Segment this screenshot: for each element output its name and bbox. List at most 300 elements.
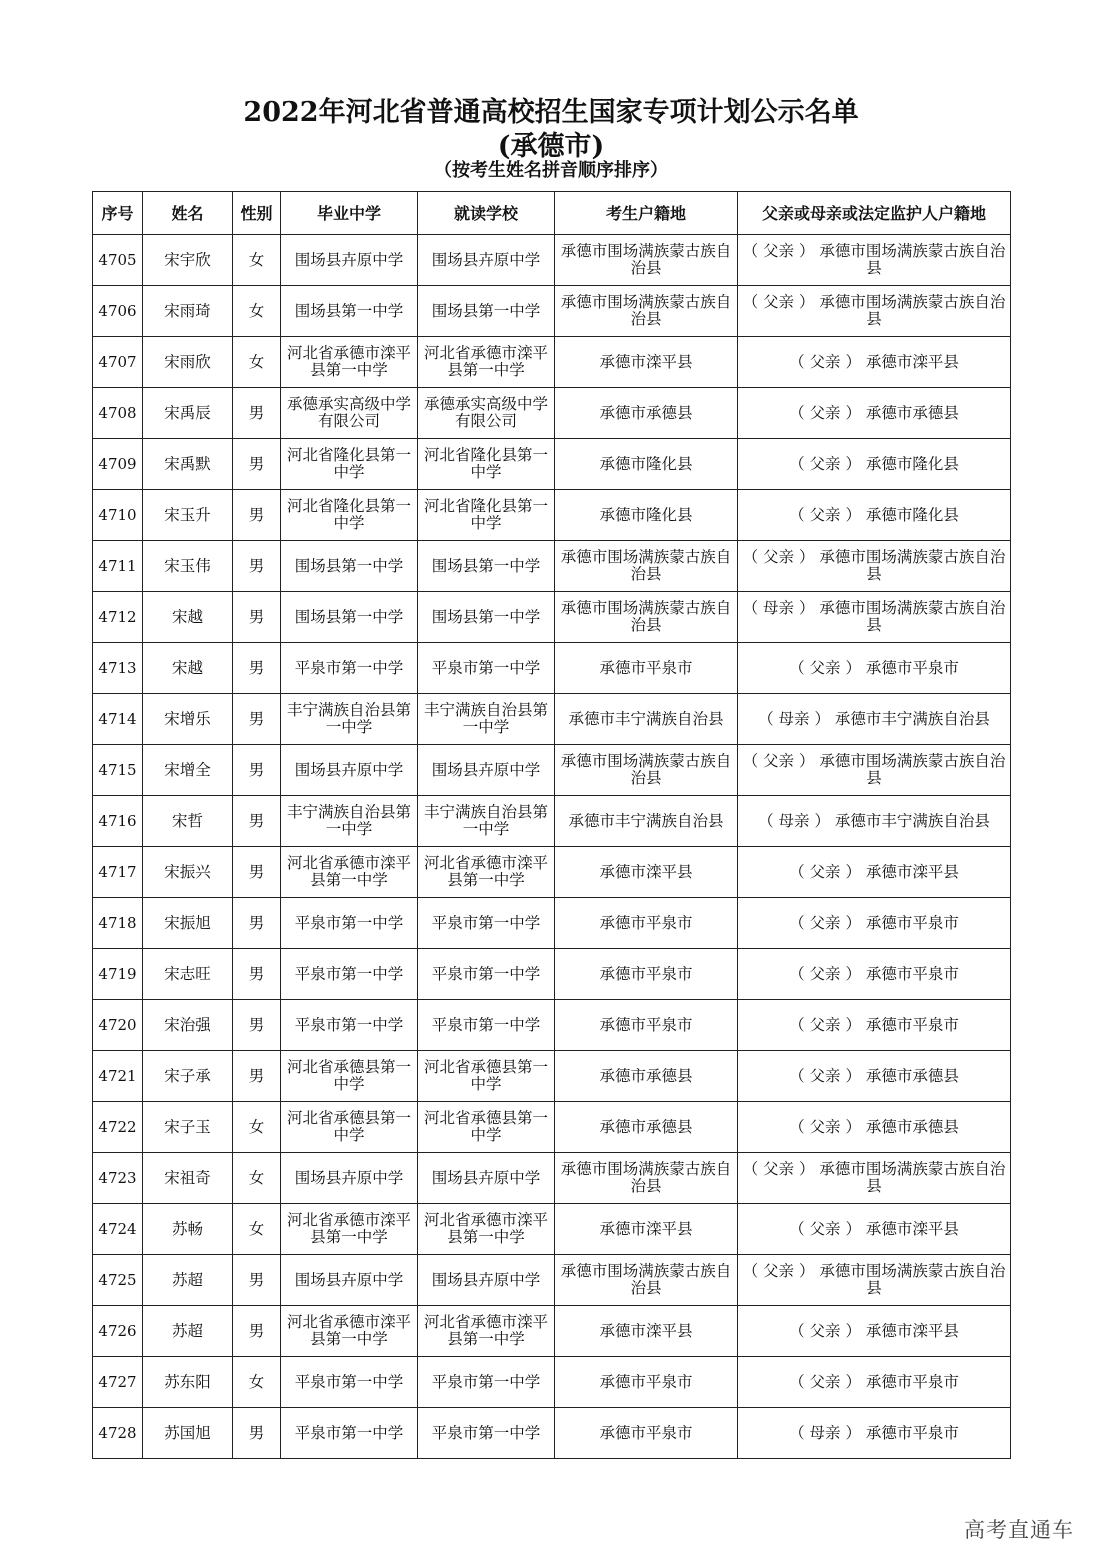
cell-gender-text: 女: [248, 1372, 265, 1391]
cell-gender-text: 男: [248, 454, 265, 473]
cell-id: [93, 1102, 143, 1153]
table-row: [93, 1102, 1011, 1153]
cell-name-text: 宋振旭: [164, 913, 211, 932]
cell-gender: [233, 439, 281, 490]
cell-gender: [233, 235, 281, 286]
cell-id-text: 4724: [98, 1219, 137, 1238]
cell-household: [555, 1051, 738, 1102]
cell-gender: [233, 286, 281, 337]
cell-current-school: [418, 1306, 555, 1357]
cell-graduated-school-text: 丰宁满族自治县第一中学: [286, 701, 411, 736]
cell-name: [143, 1408, 233, 1459]
cell-gender: [233, 541, 281, 592]
cell-graduated-school: [281, 1357, 418, 1408]
cell-guardian-household: [738, 694, 1011, 745]
cell-current-school-text: 河北省承德市滦平县第一中学: [423, 344, 548, 379]
cell-name-text: 苏国旭: [164, 1423, 211, 1442]
cell-graduated-school-text: 围场县第一中学: [294, 607, 404, 626]
cell-current-school: [418, 847, 555, 898]
cell-gender-text: 男: [248, 760, 265, 779]
cell-id: [93, 286, 143, 337]
cell-current-school: [418, 388, 555, 439]
cell-id-text: 4720: [98, 1015, 137, 1034]
cell-graduated-school: [281, 337, 418, 388]
cell-graduated-school: [281, 949, 418, 1000]
cell-household-text: 承德市滦平县: [599, 1219, 693, 1238]
cell-id: [93, 1306, 143, 1357]
cell-id: [93, 1204, 143, 1255]
cell-current-school: [418, 1204, 555, 1255]
cell-household: [555, 847, 738, 898]
cell-guardian-household: [738, 1153, 1011, 1204]
cell-gender: [233, 1000, 281, 1051]
cell-household: [555, 1255, 738, 1306]
cell-gender: [233, 643, 281, 694]
cell-id-text: 4713: [98, 658, 137, 677]
cell-household: [555, 1000, 738, 1051]
cell-graduated-school-text: 河北省承德市滦平县第一中学: [286, 344, 411, 379]
cell-household: [555, 1306, 738, 1357]
cell-graduated-school: [281, 1153, 418, 1204]
cell-name-text: 宋子玉: [164, 1117, 211, 1136]
cell-current-school-text: 围场县卉原中学: [431, 250, 541, 269]
cell-guardian-household: [738, 235, 1011, 286]
cell-gender: [233, 1153, 281, 1204]
cell-graduated-school-text: 围场县卉原中学: [294, 1168, 404, 1187]
cell-current-school: [418, 1000, 555, 1051]
cell-id: [93, 337, 143, 388]
cell-current-school-text: 丰宁满族自治县第一中学: [423, 701, 548, 736]
cell-gender-text: 男: [248, 1423, 265, 1442]
cell-id: [93, 1000, 143, 1051]
cell-current-school-text: 围场县卉原中学: [431, 760, 541, 779]
cell-name: [143, 388, 233, 439]
cell-current-school: [418, 643, 555, 694]
cell-graduated-school: [281, 439, 418, 490]
cell-id-text: 4716: [98, 811, 137, 830]
cell-name-text: 宋志旺: [164, 964, 211, 983]
cell-name-text: 宋禹辰: [164, 403, 211, 422]
cell-graduated-school: [281, 694, 418, 745]
cell-household: [555, 1153, 738, 1204]
cell-household: [555, 643, 738, 694]
cell-id: [93, 643, 143, 694]
cell-gender-text: 男: [248, 1066, 265, 1085]
page-subtitle-city: (承德市): [497, 131, 605, 162]
cell-current-school: [418, 439, 555, 490]
cell-id-text: 4723: [98, 1168, 137, 1187]
table-row: [93, 388, 1011, 439]
table-row: [93, 592, 1011, 643]
cell-id-text: 4722: [98, 1117, 137, 1136]
cell-name-text: 宋治强: [164, 1015, 211, 1034]
cell-id: [93, 1357, 143, 1408]
cell-gender-text: 女: [248, 1219, 265, 1238]
cell-gender-text: 女: [248, 352, 265, 371]
cell-name: [143, 1102, 233, 1153]
col-header-id: 序号: [93, 192, 143, 235]
cell-current-school-text: 承德承实高级中学有限公司: [423, 395, 548, 430]
cell-guardian-household: [738, 1102, 1011, 1153]
cell-graduated-school-text: 平泉市第一中学: [294, 658, 404, 677]
cell-gender-text: 男: [248, 607, 265, 626]
cell-graduated-school: [281, 235, 418, 286]
cell-guardian-household: [738, 1408, 1011, 1459]
cell-guardian-household-text: （ 父亲 ） 承德市围场满族蒙古族自治县: [742, 752, 1006, 787]
cell-name: [143, 1255, 233, 1306]
cell-guardian-household: [738, 286, 1011, 337]
table-row: [93, 643, 1011, 694]
cell-current-school-text: 河北省承德市滦平县第一中学: [423, 854, 548, 889]
cell-guardian-household-text: （ 父亲 ） 承德市滦平县: [789, 1219, 959, 1238]
cell-graduated-school-text: 河北省承德县第一中学: [286, 1058, 411, 1093]
cell-household-text: 承德市围场满族蒙古族自治县: [560, 548, 732, 583]
cell-graduated-school: [281, 847, 418, 898]
cell-current-school-text: 河北省承德县第一中学: [423, 1109, 548, 1144]
cell-name: [143, 1153, 233, 1204]
cell-name-text: 宋玉升: [164, 505, 211, 524]
table-row: [93, 949, 1011, 1000]
table-row: [93, 1153, 1011, 1204]
table-row: [93, 847, 1011, 898]
cell-household-text: 承德市围场满族蒙古族自治县: [560, 293, 732, 328]
cell-current-school-text: 平泉市第一中学: [431, 1423, 541, 1442]
cell-current-school: [418, 1255, 555, 1306]
table-row: [93, 490, 1011, 541]
cell-id: [93, 439, 143, 490]
cell-id-text: 4706: [98, 301, 137, 320]
cell-id-text: 4728: [98, 1423, 137, 1442]
cell-id: [93, 949, 143, 1000]
cell-household-text: 承德市隆化县: [599, 505, 693, 524]
cell-gender: [233, 694, 281, 745]
cell-id: [93, 847, 143, 898]
cell-guardian-household-text: （ 父亲 ） 承德市隆化县: [789, 454, 959, 473]
cell-current-school: [418, 286, 555, 337]
cell-current-school: [418, 592, 555, 643]
cell-guardian-household: [738, 1306, 1011, 1357]
cell-household: [555, 1204, 738, 1255]
cell-id: [93, 694, 143, 745]
table-row: [93, 1408, 1011, 1459]
cell-current-school-text: 平泉市第一中学: [431, 964, 541, 983]
cell-name-text: 宋玉伟: [164, 556, 211, 575]
cell-guardian-household: [738, 592, 1011, 643]
cell-graduated-school-text: 平泉市第一中学: [294, 913, 404, 932]
cell-household-text: 承德市围场满族蒙古族自治县: [560, 599, 732, 634]
cell-guardian-household: [738, 745, 1011, 796]
cell-name: [143, 439, 233, 490]
cell-household: [555, 949, 738, 1000]
cell-current-school: [418, 235, 555, 286]
table-row: [93, 898, 1011, 949]
cell-current-school: [418, 1357, 555, 1408]
cell-gender-text: 男: [248, 505, 265, 524]
cell-gender: [233, 745, 281, 796]
cell-gender-text: 女: [248, 1168, 265, 1187]
cell-current-school-text: 围场县卉原中学: [431, 1168, 541, 1187]
cell-household: [555, 592, 738, 643]
cell-id-text: 4727: [98, 1372, 137, 1391]
table-row: [93, 286, 1011, 337]
cell-guardian-household-text: （ 父亲 ） 承德市滦平县: [789, 862, 959, 881]
cell-id: [93, 1153, 143, 1204]
table-row: [93, 337, 1011, 388]
col-header-household: 考生户籍地: [555, 192, 738, 235]
cell-guardian-household: [738, 1357, 1011, 1408]
cell-guardian-household: [738, 949, 1011, 1000]
cell-current-school: [418, 745, 555, 796]
cell-name: [143, 1204, 233, 1255]
cell-household: [555, 694, 738, 745]
cell-name: [143, 694, 233, 745]
cell-guardian-household: [738, 1255, 1011, 1306]
cell-id-text: 4705: [98, 250, 137, 269]
table-row: [93, 796, 1011, 847]
cell-graduated-school-text: 河北省承德市滦平县第一中学: [286, 1313, 411, 1348]
cell-id-text: 4709: [98, 454, 137, 473]
cell-name-text: 宋雨欣: [164, 352, 211, 371]
col-header-graduated-school: 毕业中学: [281, 192, 418, 235]
cell-household-text: 承德市平泉市: [599, 1372, 693, 1391]
cell-guardian-household: [738, 1204, 1011, 1255]
cell-name: [143, 1000, 233, 1051]
col-header-current-school: 就读学校: [418, 192, 555, 235]
cell-name: [143, 1051, 233, 1102]
cell-household-text: 承德市隆化县: [599, 454, 693, 473]
cell-guardian-household: [738, 643, 1011, 694]
cell-id-text: 4712: [98, 607, 137, 626]
cell-household: [555, 439, 738, 490]
table-row: [93, 541, 1011, 592]
cell-gender: [233, 847, 281, 898]
cell-current-school-text: 围场县第一中学: [431, 607, 541, 626]
cell-gender: [233, 949, 281, 1000]
cell-name-text: 苏东阳: [164, 1372, 211, 1391]
watermark: 高考直通车: [964, 1518, 1074, 1542]
cell-guardian-household: [738, 1000, 1011, 1051]
cell-graduated-school: [281, 643, 418, 694]
cell-household: [555, 490, 738, 541]
cell-guardian-household: [738, 898, 1011, 949]
cell-id: [93, 490, 143, 541]
cell-current-school-text: 围场县卉原中学: [431, 1270, 541, 1289]
cell-name: [143, 898, 233, 949]
cell-graduated-school-text: 丰宁满族自治县第一中学: [286, 803, 411, 838]
cell-graduated-school: [281, 388, 418, 439]
cell-gender-text: 男: [248, 403, 265, 422]
cell-name-text: 宋振兴: [164, 862, 211, 881]
cell-id-text: 4719: [98, 964, 137, 983]
cell-gender-text: 男: [248, 556, 265, 575]
cell-graduated-school: [281, 592, 418, 643]
cell-id: [93, 796, 143, 847]
col-header-guardian-household: 父亲或母亲或法定监护人户籍地: [738, 192, 1011, 235]
cell-guardian-household: [738, 1051, 1011, 1102]
cell-current-school: [418, 796, 555, 847]
cell-id-text: 4715: [98, 760, 137, 779]
cell-name: [143, 796, 233, 847]
cell-name: [143, 286, 233, 337]
cell-household-text: 承德市围场满族蒙古族自治县: [560, 752, 732, 787]
cell-guardian-household-text: （ 父亲 ） 承德市围场满族蒙古族自治县: [742, 293, 1006, 328]
cell-guardian-household-text: （ 父亲 ） 承德市平泉市: [789, 658, 959, 677]
cell-id-text: 4707: [98, 352, 137, 371]
cell-graduated-school-text: 围场县卉原中学: [294, 760, 404, 779]
cell-household-text: 承德市围场满族蒙古族自治县: [560, 1160, 732, 1195]
table-row: [93, 745, 1011, 796]
cell-guardian-household-text: （ 父亲 ） 承德市平泉市: [789, 964, 959, 983]
cell-household-text: 承德市滦平县: [599, 1321, 693, 1340]
cell-gender-text: 女: [248, 301, 265, 320]
cell-name-text: 苏畅: [171, 1219, 203, 1238]
cell-name: [143, 541, 233, 592]
table-row: [93, 1306, 1011, 1357]
cell-id-text: 4726: [98, 1321, 137, 1340]
cell-graduated-school-text: 河北省隆化县第一中学: [286, 497, 411, 532]
cell-gender: [233, 898, 281, 949]
cell-gender-text: 女: [248, 1117, 265, 1136]
table-row: [93, 1255, 1011, 1306]
cell-guardian-household-text: （ 父亲 ） 承德市承德县: [789, 403, 959, 422]
table-row: [93, 694, 1011, 745]
cell-name: [143, 490, 233, 541]
table-row: [93, 1204, 1011, 1255]
cell-gender-text: 男: [248, 658, 265, 677]
cell-id-text: 4710: [98, 505, 137, 524]
cell-household-text: 承德市平泉市: [599, 1015, 693, 1034]
cell-id-text: 4717: [98, 862, 137, 881]
cell-graduated-school: [281, 1255, 418, 1306]
cell-gender-text: 男: [248, 1015, 265, 1034]
cell-household-text: 承德市滦平县: [599, 862, 693, 881]
page-subtitle-sort-note: （按考生姓名拼音顺序排序）: [434, 160, 668, 181]
cell-guardian-household: [738, 439, 1011, 490]
cell-id: [93, 898, 143, 949]
cell-id: [93, 745, 143, 796]
cell-current-school: [418, 694, 555, 745]
roster-table: [92, 191, 1011, 1459]
cell-current-school-text: 平泉市第一中学: [431, 658, 541, 677]
cell-graduated-school: [281, 745, 418, 796]
cell-graduated-school-text: 围场县第一中学: [294, 301, 404, 320]
cell-gender-text: 男: [248, 811, 265, 830]
cell-guardian-household-text: （ 母亲 ） 承德市平泉市: [789, 1423, 959, 1442]
cell-current-school: [418, 1051, 555, 1102]
cell-gender: [233, 592, 281, 643]
cell-household: [555, 796, 738, 847]
cell-id-text: 4718: [98, 913, 137, 932]
cell-id: [93, 388, 143, 439]
cell-name: [143, 847, 233, 898]
cell-name: [143, 592, 233, 643]
cell-current-school-text: 围场县第一中学: [431, 301, 541, 320]
cell-household-text: 承德市承德县: [599, 403, 693, 422]
cell-guardian-household-text: （ 父亲 ） 承德市承德县: [789, 1066, 959, 1085]
cell-gender: [233, 337, 281, 388]
cell-name-text: 宋雨琦: [164, 301, 211, 320]
cell-id: [93, 541, 143, 592]
cell-guardian-household: [738, 490, 1011, 541]
cell-name-text: 宋子承: [164, 1066, 211, 1085]
cell-graduated-school: [281, 1051, 418, 1102]
cell-name-text: 宋增乐: [164, 709, 211, 728]
cell-name: [143, 1357, 233, 1408]
cell-current-school-text: 河北省隆化县第一中学: [423, 497, 548, 532]
cell-current-school-text: 平泉市第一中学: [431, 1015, 541, 1034]
cell-graduated-school-text: 平泉市第一中学: [294, 1423, 404, 1442]
cell-gender: [233, 1102, 281, 1153]
cell-household: [555, 337, 738, 388]
cell-name-text: 宋祖奇: [164, 1168, 211, 1187]
cell-household: [555, 286, 738, 337]
cell-guardian-household: [738, 541, 1011, 592]
cell-gender-text: 女: [248, 250, 265, 269]
cell-name-text: 宋禹默: [164, 454, 211, 473]
cell-current-school: [418, 949, 555, 1000]
cell-gender: [233, 490, 281, 541]
cell-guardian-household-text: （ 父亲 ） 承德市围场满族蒙古族自治县: [742, 242, 1006, 277]
cell-graduated-school-text: 围场县卉原中学: [294, 1270, 404, 1289]
cell-id: [93, 1408, 143, 1459]
cell-household: [555, 388, 738, 439]
cell-current-school: [418, 541, 555, 592]
cell-guardian-household-text: （ 父亲 ） 承德市隆化县: [789, 505, 959, 524]
cell-id-text: 4714: [98, 709, 137, 728]
cell-guardian-household-text: （ 父亲 ） 承德市平泉市: [789, 1015, 959, 1034]
cell-household-text: 承德市围场满族蒙古族自治县: [560, 1262, 732, 1297]
cell-gender: [233, 1408, 281, 1459]
cell-gender-text: 男: [248, 709, 265, 728]
table-row: [93, 1000, 1011, 1051]
cell-guardian-household-text: （ 父亲 ） 承德市围场满族蒙古族自治县: [742, 548, 1006, 583]
cell-gender: [233, 1255, 281, 1306]
cell-household: [555, 1408, 738, 1459]
cell-household-text: 承德市承德县: [599, 1117, 693, 1136]
cell-gender: [233, 1306, 281, 1357]
cell-id: [93, 1051, 143, 1102]
cell-graduated-school: [281, 1306, 418, 1357]
cell-graduated-school: [281, 490, 418, 541]
cell-household-text: 承德市平泉市: [599, 658, 693, 677]
cell-guardian-household-text: （ 母亲 ） 承德市围场满族蒙古族自治县: [742, 599, 1006, 634]
cell-graduated-school-text: 河北省隆化县第一中学: [286, 446, 411, 481]
cell-graduated-school: [281, 1000, 418, 1051]
cell-name: [143, 949, 233, 1000]
cell-guardian-household: [738, 337, 1011, 388]
cell-household-text: 承德市平泉市: [599, 1423, 693, 1442]
cell-household-text: 承德市丰宁满族自治县: [568, 811, 724, 830]
table-body: [93, 235, 1011, 1459]
cell-current-school: [418, 1102, 555, 1153]
cell-guardian-household: [738, 796, 1011, 847]
cell-gender-text: 男: [248, 1270, 265, 1289]
cell-gender-text: 男: [248, 964, 265, 983]
cell-id-text: 4721: [98, 1066, 137, 1085]
cell-name-text: 苏超: [171, 1270, 203, 1289]
cell-household-text: 承德市平泉市: [599, 964, 693, 983]
cell-id: [93, 592, 143, 643]
cell-graduated-school: [281, 541, 418, 592]
cell-current-school: [418, 898, 555, 949]
cell-current-school-text: 围场县第一中学: [431, 556, 541, 575]
cell-current-school-text: 河北省承德县第一中学: [423, 1058, 548, 1093]
cell-name: [143, 745, 233, 796]
cell-id-text: 4711: [98, 556, 137, 575]
cell-id: [93, 1255, 143, 1306]
cell-guardian-household-text: （ 父亲 ） 承德市围场满族蒙古族自治县: [742, 1160, 1006, 1195]
cell-guardian-household-text: （ 父亲 ） 承德市滦平县: [789, 352, 959, 371]
